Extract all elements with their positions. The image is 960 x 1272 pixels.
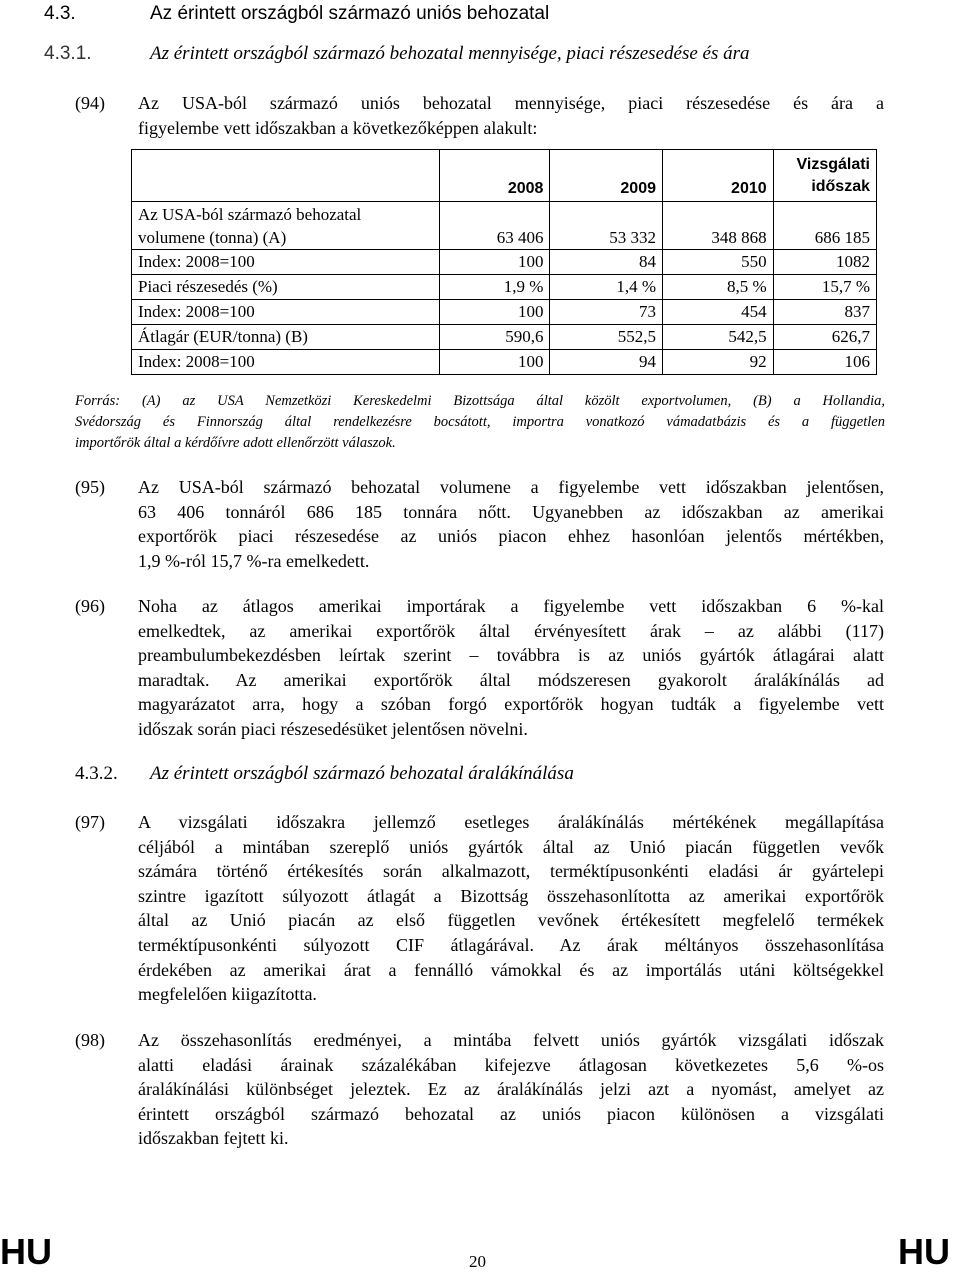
paragraph-94-line-1: Az USA-ból származó uniós behozatal mennyisége, piaci részesedése és ára a — [138, 93, 884, 113]
table-header-2008: 2008 — [439, 150, 550, 202]
paragraph-94-line-2: figyelembe vett időszakban a következőképpen alakult: — [138, 117, 538, 138]
table-cell: 542,5 — [663, 325, 774, 350]
paragraph-97-line-7: érdekében az amerikai árat a fennálló vámokkal és az importálás utáni költségekkel — [138, 959, 884, 980]
page-number: 20 — [469, 1252, 486, 1271]
section-number-4-3: 4.3. — [44, 3, 76, 24]
footer-language-code-right: HU — [898, 1231, 950, 1272]
paragraph-95-line-3: exportőrök piaci részesedése az uniós piacon ehhez hasonlóan jelentős mértékben, — [138, 526, 884, 547]
paragraph-97-line-8: megfelelően kiigazította. — [138, 984, 317, 1005]
table-source-note — [75, 391, 885, 454]
table-cell: 15,7 % — [773, 275, 876, 300]
table-header-investigation-period-line-2: időszak — [811, 178, 870, 195]
paragraph-98-line-2: alatti eladási árainak százalékában kifejezve átlagosan következetes 5,6 %-os — [138, 1054, 884, 1075]
table-cell: 73 — [550, 300, 663, 325]
subsection-number-4-3-1: 4.3.1. — [44, 43, 92, 64]
paragraph-98-line-4: érintett országból származó behozatal az uniós piacon különösen a vizsgálati — [138, 1103, 884, 1124]
paragraph-97-line-3: számára történő értékesítés során alkalmazott, terméktípusonkénti eladási ár gyártelepi — [138, 861, 884, 882]
table-cell: 454 — [663, 300, 774, 325]
table-cell: 100 — [439, 350, 550, 375]
table-row-label: Index: 2008=100 — [132, 350, 440, 375]
paragraph-97-line-5: által az Unió piacán az első független vevőnek értékesített megfelelő termékek — [138, 910, 884, 931]
table-row-label-line-2: volumene (tonna) (A) — [138, 228, 287, 247]
paragraph-95 — [138, 475, 884, 573]
table-header-2010: 2010 — [663, 150, 774, 202]
paragraph-97-line-4: szintre igazított súlyozott átlagát a Bizottság összehasonlította az amerikai exportőrök — [138, 885, 884, 906]
table-cell: 106 — [773, 350, 876, 375]
paragraph-number-98: (98) — [75, 1030, 105, 1050]
table-cell: 837 — [773, 300, 876, 325]
source-line-3: importőrök által a kérdőívre adott ellenőrzött válaszok. — [75, 435, 396, 451]
table-cell: 100 — [439, 250, 550, 275]
table-cell: 1,9 % — [439, 275, 550, 300]
section-title-4-3: Az érintett országból származó uniós behozatal — [150, 3, 550, 24]
paragraph-96-line-3: preambulumbekezdésben leírtak szerint – továbbra is az uniós gyártók átlagárai alatt — [138, 645, 884, 666]
table-row-label: Átlagár (EUR/tonna) (B) — [132, 325, 440, 350]
table-row — [132, 275, 877, 300]
paragraph-number-96: (96) — [75, 596, 105, 616]
table-row-label: Piaci részesedés (%) — [132, 275, 440, 300]
table-cell: 100 — [439, 300, 550, 325]
table-row-label: Index: 2008=100 — [132, 300, 440, 325]
footer-language-code-left: HU — [0, 1231, 52, 1272]
table-row — [132, 325, 877, 350]
table-row-label-line-1: Az USA-ból származó behozatal — [138, 205, 362, 224]
table-row-label — [132, 202, 440, 250]
table-cell: 1082 — [773, 250, 876, 275]
table-header-investigation-period — [773, 150, 876, 202]
table-row — [132, 250, 877, 275]
source-line-1: Forrás: (A) az USA Nemzetközi Kereskedelmi Bizottsága által közölt exportvolumen, (B) a Hollandia, — [75, 393, 885, 409]
subsection-title-4-3-1: Az érintett országból származó behozatal mennyisége, piaci részesedése és ára — [150, 43, 750, 64]
table-cell: 550 — [663, 250, 774, 275]
table-cell: 53 332 — [550, 202, 663, 250]
paragraph-95-line-4: 1,9 %-ról 15,7 %-ra emelkedett. — [138, 550, 370, 571]
table-cell: 626,7 — [773, 325, 876, 350]
table-cell: 590,6 — [439, 325, 550, 350]
paragraph-95-line-1: Az USA-ból származó behozatal volumene a figyelembe vett időszakban jelentősen, — [138, 477, 884, 497]
paragraph-98-line-5: időszakban fejtett ki. — [138, 1128, 289, 1149]
paragraph-95-line-2: 63 406 tonnáról 686 185 tonnára nőtt. Ugyanebben az időszakban az amerikai — [138, 501, 884, 522]
paragraph-98-line-1: Az összehasonlítás eredményei, a mintába felvett uniós gyártók vizsgálati időszak — [138, 1030, 884, 1050]
paragraph-96-line-5: magyarázatot arra, hogy a szóban forgó exportőrök hogyan tudták a figyelembe vett — [138, 694, 884, 715]
table-cell: 84 — [550, 250, 663, 275]
paragraph-96-line-6: időszak során piaci részesedésüket jelentősen növelni. — [138, 718, 528, 739]
paragraph-96-line-1: Noha az átlagos amerikai importárak a figyelembe vett időszakban 6 %-kal — [138, 596, 884, 616]
table-cell: 348 868 — [663, 202, 774, 250]
table-cell: 92 — [663, 350, 774, 375]
paragraph-96-line-2: emelkedtek, az amerikai exportőrök által érvényesített árak – az alábbi (117) — [138, 620, 884, 641]
paragraph-97 — [138, 810, 884, 1007]
table-header-investigation-period-line-1: Vizsgálati — [796, 156, 870, 173]
table-header-row — [132, 150, 877, 202]
paragraph-number-97: (97) — [75, 812, 105, 832]
table-row — [132, 300, 877, 325]
paragraph-number-95: (95) — [75, 477, 105, 497]
table-row-label: Index: 2008=100 — [132, 250, 440, 275]
subsection-number-4-3-2: 4.3.2. — [75, 763, 118, 784]
table-cell: 94 — [550, 350, 663, 375]
table-row — [132, 202, 877, 250]
table-cell: 63 406 — [439, 202, 550, 250]
paragraph-number-94: (94) — [75, 93, 105, 113]
table-cell: 1,4 % — [550, 275, 663, 300]
paragraph-96-line-4: maradtak. Az amerikai exportőrök által módszeresen gyakorolt áralákínálás ad — [138, 669, 884, 690]
subsection-title-4-3-2: Az érintett országból származó behozatal áralákínálása — [150, 763, 574, 784]
source-line-2: Svédország és Finnország által rendelkezésre bocsátott, importra vonatkozó vámadatbázis és a független — [75, 414, 885, 430]
table-header-2009: 2009 — [550, 150, 663, 202]
import-data-table — [131, 149, 877, 375]
paragraph-94 — [138, 91, 884, 140]
table-row — [132, 350, 877, 375]
paragraph-98 — [138, 1028, 884, 1151]
paragraph-98-line-3: áralákínálási különbséget jeleztek. Ez az áralákínálás jelzi azt a nyomást, amelyet az — [138, 1079, 884, 1100]
paragraph-97-line-2: céljából a mintában szereplő uniós gyártók által az Unió piacán független vevők — [138, 836, 884, 857]
table-cell: 8,5 % — [663, 275, 774, 300]
table-header-empty — [132, 150, 440, 202]
paragraph-97-line-6: terméktípusonkénti súlyozott CIF átlagárával. Az árak méltányos összehasonlítása — [138, 934, 884, 955]
table-cell: 552,5 — [550, 325, 663, 350]
paragraph-97-line-1: A vizsgálati időszakra jellemző esetleges áralákínálás mértékének megállapítása — [138, 812, 884, 832]
table-cell: 686 185 — [773, 202, 876, 250]
paragraph-96 — [138, 594, 884, 742]
